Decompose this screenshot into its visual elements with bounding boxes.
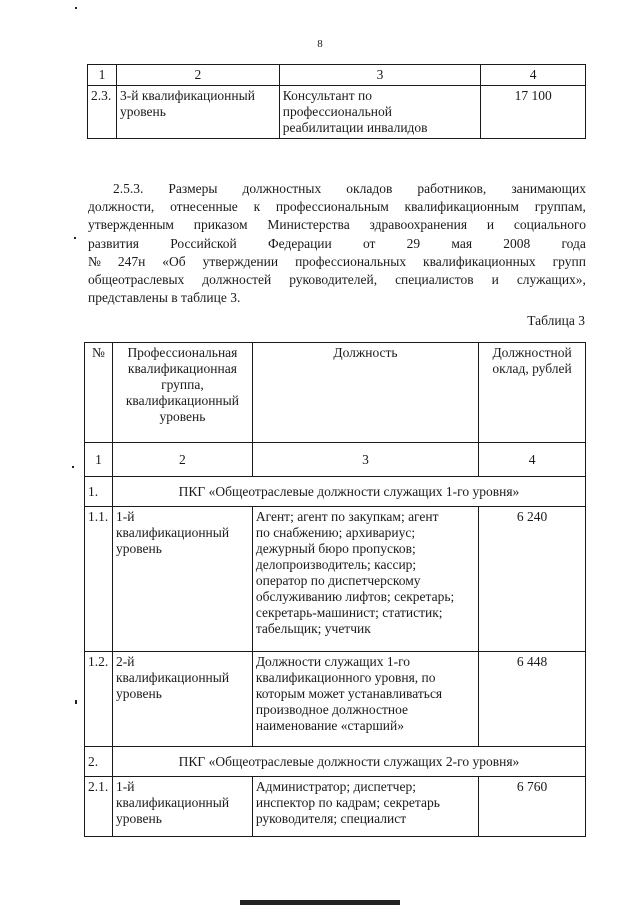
salary-cell: 6 240 bbox=[479, 507, 586, 652]
table-row bbox=[88, 86, 586, 139]
col-number-cell: 2 bbox=[116, 65, 279, 86]
qualification-level: 1-й квалификационный уровень bbox=[112, 777, 252, 837]
salary-cell: 6 760 bbox=[479, 777, 586, 837]
text-line: представлены в таблице 3. bbox=[88, 290, 241, 306]
header-position: Должность bbox=[252, 343, 478, 443]
salary-cell: 17 100 bbox=[481, 86, 586, 139]
col-number-cell: 1 bbox=[88, 65, 117, 86]
col-number-cell: 1 bbox=[85, 443, 113, 477]
section-title: ПКГ «Общеотраслевые должности служащих 1-го уровня» bbox=[112, 477, 585, 507]
header-salary: Должностной оклад, рублей bbox=[479, 343, 586, 443]
scan-speck bbox=[74, 237, 76, 239]
table-caption: Таблица 3 bbox=[527, 313, 585, 328]
column-number-row bbox=[88, 65, 586, 86]
table-row bbox=[85, 777, 586, 837]
page-number: 8 bbox=[317, 38, 323, 50]
section-row bbox=[85, 477, 586, 507]
qualification-level: 2-й квалификационный уровень bbox=[112, 652, 252, 747]
text-line: развития Российской Федерации от 29 мая 2008 года bbox=[88, 235, 586, 251]
row-number: 1.1. bbox=[85, 507, 113, 652]
salary-cell: 6 448 bbox=[479, 652, 586, 747]
text-line: общеотраслевых должностей руководителей, специалистов и служащих», bbox=[88, 272, 586, 288]
scan-speck bbox=[75, 7, 77, 9]
column-number-row bbox=[85, 443, 586, 477]
row-number: 2.1. bbox=[85, 777, 113, 837]
scan-edge-mark bbox=[240, 900, 400, 905]
position-cell: Агент; агент по закупкам; агент по снабжению; архивариус; дежурный бюро пропусков; делопроизводитель; кассир; оператор по диспетчерскому обслуживанию лифтов; секретарь; секретарь-машинист; статистик; табельщик; учетчик bbox=[252, 507, 478, 652]
row-number: 2.3. bbox=[88, 86, 117, 139]
col-number-cell: 4 bbox=[479, 443, 586, 477]
col-number-cell: 3 bbox=[279, 65, 481, 86]
text-line: 2.5.3. Размеры должностных окладов работников, занимающих bbox=[113, 181, 586, 196]
row-number: 1.2. bbox=[85, 652, 113, 747]
position-cell: Должности служащих 1-го квалификационного уровня, по которым может устанавливаться производное должностное наименование «старший» bbox=[252, 652, 478, 747]
paragraph-2-5-3 bbox=[88, 180, 586, 307]
col-number-cell: 2 bbox=[112, 443, 252, 477]
scan-speck bbox=[75, 700, 77, 704]
table-3 bbox=[84, 342, 586, 837]
text-line: должности, отнесенные к профессиональным квалификационным группам, bbox=[88, 199, 586, 215]
col-number-cell: 3 bbox=[252, 443, 478, 477]
qualification-level: 1-й квалификационный уровень bbox=[112, 507, 252, 652]
qualification-level: 3-й квалификационный уровень bbox=[116, 86, 279, 139]
col-number-cell: 4 bbox=[481, 65, 586, 86]
section-number: 1. bbox=[85, 477, 113, 507]
position-cell: Администратор; диспетчер; инспектор по кадрам; секретарь руководителя; специалист bbox=[252, 777, 478, 837]
position-cell: Консультант по профессиональной реабилитации инвалидов bbox=[279, 86, 481, 139]
text-line: № 247н «Об утверждении профессиональных квалификационных групп bbox=[88, 253, 586, 269]
scan-speck bbox=[72, 466, 74, 468]
text-line: утвержденным приказом Министерства здравоохранения и социального bbox=[88, 217, 586, 233]
table-row bbox=[85, 652, 586, 747]
continued-table bbox=[87, 64, 586, 139]
table-row bbox=[85, 507, 586, 652]
section-row bbox=[85, 747, 586, 777]
section-title: ПКГ «Общеотраслевые должности служащих 2-го уровня» bbox=[112, 747, 585, 777]
header-group: Профессиональная квалификационная группа, квалификационный уровень bbox=[112, 343, 252, 443]
section-number: 2. bbox=[85, 747, 113, 777]
header-row bbox=[85, 343, 586, 443]
header-number: № bbox=[85, 343, 113, 443]
